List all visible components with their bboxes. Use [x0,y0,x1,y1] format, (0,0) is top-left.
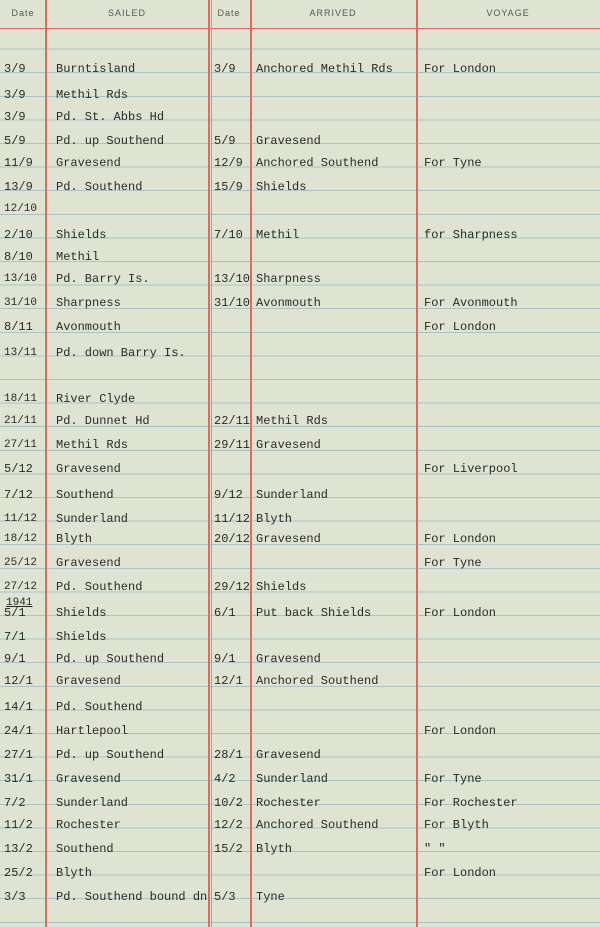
voyage-text: For Rochester [424,796,518,810]
arrived-place: Gravesend [256,748,321,762]
arrived-date: 12/1 [214,674,243,688]
sailed-date: 25/12 [4,557,38,569]
arrived-place: Blyth [256,842,293,856]
arrived-place: Avonmouth [256,296,321,310]
sailed-place: Pd. down Barry Is. [56,346,186,360]
sailed-place: Sharpness [56,296,121,310]
voyage-text: For London [424,62,497,76]
arrived-date: 6/1 [214,606,236,620]
sailed-date: 3/3 [4,890,26,904]
arrived-place: Sunderland [256,488,329,502]
arrived-date: 10/2 [214,796,243,810]
sailed-place: Pd. Southend [56,180,143,194]
sailed-date: 14/1 [4,700,33,714]
voyage-text: For London [424,532,497,546]
arrived-place: Methil [256,228,300,242]
sailed-place: Pd. St. Abbs Hd [56,110,165,124]
sailed-place: Southend [56,488,114,502]
sailed-date: 25/2 [4,866,33,880]
arrived-date: 4/2 [214,772,236,786]
sailed-place: Pd. up Southend [56,134,165,148]
voyage-text: For Tyne [424,772,482,786]
sailed-place: Sunderland [56,512,129,526]
sailed-place: Hartlepool [56,724,129,738]
header-row [0,0,600,29]
sailed-place: Pd. Southend [56,580,143,594]
sailed-date: 31/1 [4,772,33,786]
sailed-place: Methil Rds [56,88,129,102]
sailed-place: Pd. Barry Is. [56,272,150,286]
voyage-text: For London [424,606,497,620]
arrived-place: Anchored Southend [256,156,379,170]
sailed-place: Pd. Dunnet Hd [56,414,150,428]
sailed-date: 3/9 [4,110,26,124]
sailed-date: 27/1 [4,748,33,762]
sailed-date: 11/2 [4,818,33,832]
header-date-sailed: Date [11,8,35,18]
sailed-date: 2/10 [4,228,33,242]
sailed-place: Gravesend [56,556,121,570]
arrived-date: 13/10 [214,272,251,286]
arrived-place: Sunderland [256,772,329,786]
arrived-place: Anchored Southend [256,674,379,688]
sailed-date: 5/12 [4,462,33,476]
arrived-place: Gravesend [256,438,321,452]
arrived-date: 5/3 [214,890,236,904]
sailed-date: 12/10 [4,203,38,215]
arrived-place: Methil Rds [256,414,329,428]
sailed-place: Pd. Southend bound dn [56,890,208,904]
arrived-place: Tyne [256,890,285,904]
sailed-date: 5/1 [4,606,26,620]
arrived-place: Gravesend [256,134,321,148]
arrived-date: 9/12 [214,488,243,502]
sailed-date: 12/1 [4,674,33,688]
sailed-date: 13/11 [4,347,38,359]
arrived-date: 5/9 [214,134,236,148]
header-voyage: VOYAGE [486,8,530,18]
sailed-date: 7/2 [4,796,26,810]
sailed-place: Avonmouth [56,320,121,334]
sailed-place: Pd. up Southend [56,748,165,762]
sailed-place: Sunderland [56,796,129,810]
voyage-text: For Liverpool [424,462,518,476]
arrived-place: Shields [256,180,307,194]
sailed-date: 18/12 [4,533,38,545]
voyage-text: for Sharpness [424,228,518,242]
arrived-date: 9/1 [214,652,236,666]
header-sailed: SAILED [107,8,146,18]
sailed-place: Gravesend [56,674,121,688]
arrived-date: 20/12 [214,532,251,546]
sailed-place: Shields [56,606,107,620]
arrived-date: 28/1 [214,748,243,762]
arrived-date: 7/10 [214,228,243,242]
sailed-date: 13/10 [4,273,38,285]
arrived-date: 15/9 [214,180,243,194]
arrived-date: 22/11 [214,414,251,428]
sailed-date: 13/2 [4,842,33,856]
column-divider [416,0,418,927]
voyage-text: For Tyne [424,556,482,570]
arrived-place: Anchored Methil Rds [256,62,393,76]
arrived-date: 31/10 [214,296,251,310]
header-arrived: ARRIVED [309,8,357,18]
sailed-place: Shields [56,228,107,242]
sailed-date: 7/12 [4,488,33,502]
arrived-date: 15/2 [214,842,243,856]
voyage-text: For London [424,724,497,738]
sailed-date: 7/1 [4,630,26,644]
sailed-place: Blyth [56,866,93,880]
arrived-date: 3/9 [214,62,236,76]
arrived-date: 29/12 [214,580,251,594]
column-divider [208,0,210,927]
arrived-place: Anchored Southend [256,818,379,832]
arrived-place: Put back Shields [256,606,372,620]
sailed-date: 3/9 [4,62,26,76]
sailed-date: 11/9 [4,156,33,170]
sailed-date: 21/11 [4,415,38,427]
sailed-place: Gravesend [56,772,121,786]
voyage-text: For London [424,866,497,880]
arrived-date: 12/2 [214,818,243,832]
sailed-place: Southend [56,842,114,856]
sailed-place: Methil [56,250,100,264]
sailed-date: 18/11 [4,393,38,405]
column-divider [250,0,252,927]
voyage-text: For London [424,320,497,334]
column-divider [45,0,47,927]
arrived-date: 11/12 [214,512,251,526]
sailed-place: Rochester [56,818,121,832]
arrived-place: Blyth [256,512,293,526]
sailed-date: 13/9 [4,180,33,194]
column-divider [211,0,212,927]
sailed-place: Pd. Southend [56,700,143,714]
arrived-place: Gravesend [256,532,321,546]
sailed-place: Burntisland [56,62,136,76]
arrived-place: Rochester [256,796,321,810]
arrived-place: Shields [256,580,307,594]
header-date-arrived: Date [217,8,241,18]
year-note: 1941 [6,597,33,609]
sailed-place: Gravesend [56,462,121,476]
sailed-place: River Clyde [56,392,136,406]
sailed-place: Methil Rds [56,438,129,452]
arrived-place: Gravesend [256,652,321,666]
sailed-place: Blyth [56,532,93,546]
arrived-date: 12/9 [214,156,243,170]
sailed-date: 5/9 [4,134,26,148]
arrived-place: Sharpness [256,272,321,286]
sailed-date: 24/1 [4,724,33,738]
voyage-text: For Avonmouth [424,296,518,310]
voyage-text: For Blyth [424,818,489,832]
sailed-date: 27/11 [4,439,38,451]
sailed-date: 9/1 [4,652,26,666]
sailed-place: Gravesend [56,156,121,170]
arrived-date: 29/11 [214,438,251,452]
voyage-text: For Tyne [424,156,482,170]
voyage-text: " " [424,842,446,856]
sailed-date: 27/12 [4,581,38,593]
sailed-place: Shields [56,630,107,644]
sailed-date: 8/10 [4,250,33,264]
sailed-date: 8/11 [4,320,33,334]
sailed-date: 11/12 [4,513,38,525]
sailed-place: Pd. up Southend [56,652,165,666]
sailed-date: 31/10 [4,297,38,309]
sailed-date: 3/9 [4,88,26,102]
